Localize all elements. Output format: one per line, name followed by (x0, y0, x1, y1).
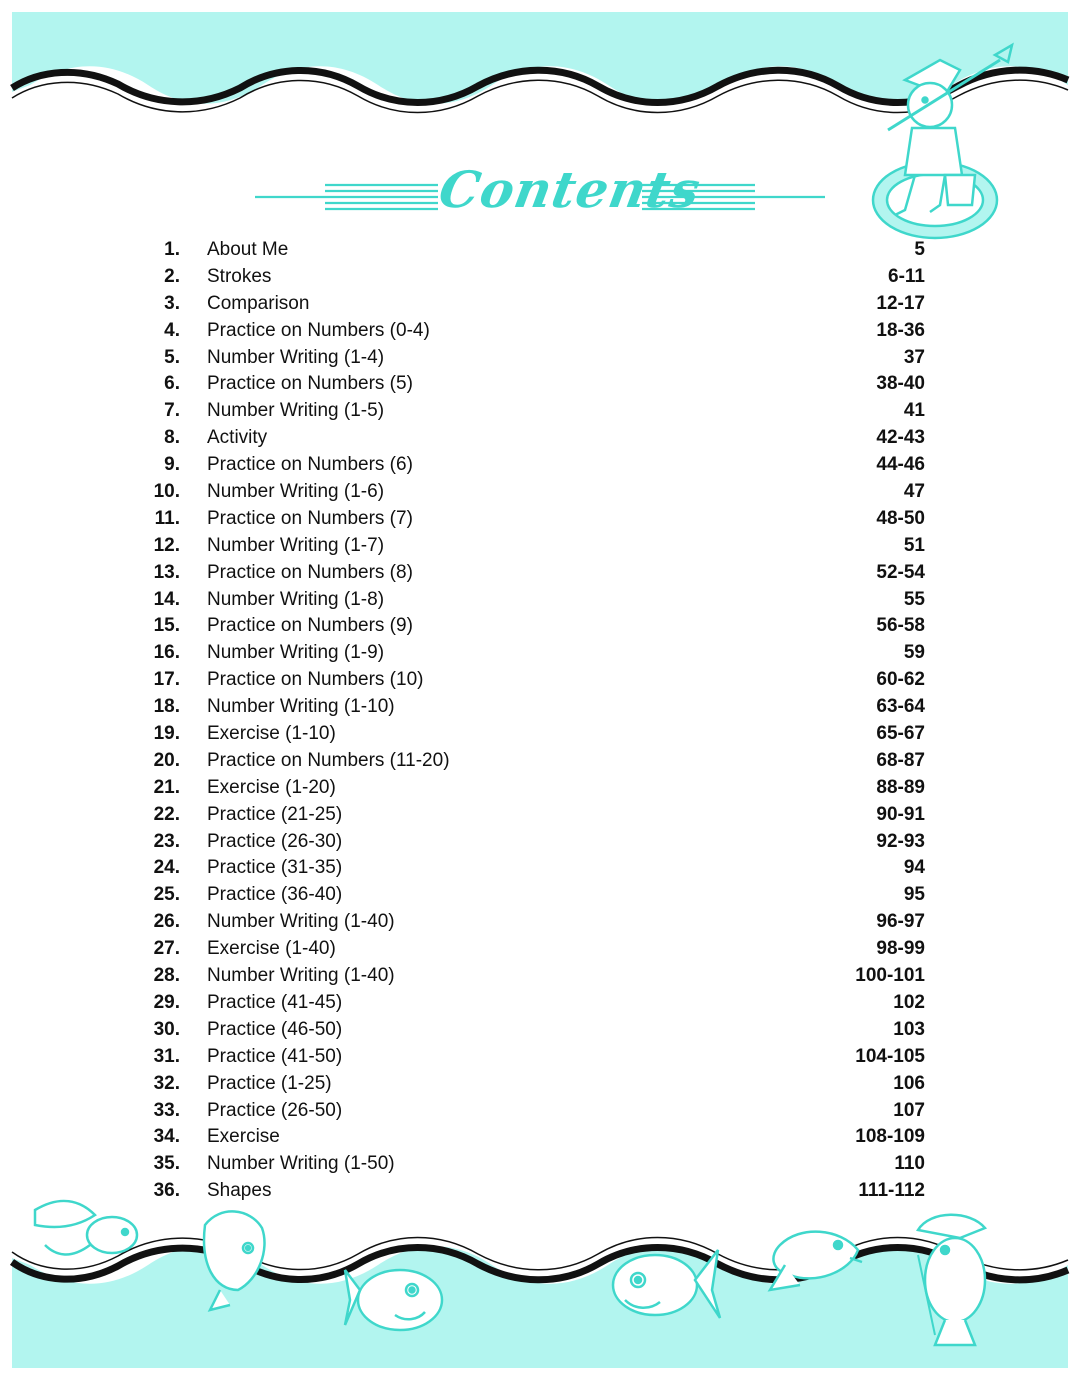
toc-number: 28. (153, 965, 180, 987)
toc-row (140, 775, 930, 802)
toc-row (140, 909, 930, 936)
toc-label: Number Writing (1-4) (207, 346, 385, 368)
toc-number: 1. (164, 239, 180, 260)
toc-number: 32. (153, 1072, 180, 1094)
toc-label: Practice on Numbers (11-20) (207, 749, 450, 771)
toc-label: Practice (41-50) (207, 1045, 343, 1067)
toc-page-number: 65-67 (876, 723, 925, 745)
toc-label: Strokes (207, 265, 272, 287)
toc-label: Practice on Numbers (8) (207, 561, 413, 583)
toc-page-number: 5 (914, 239, 925, 260)
toc-page-number: 37 (903, 346, 925, 368)
toc-page-number: 88-89 (876, 776, 925, 798)
toc-number: 30. (153, 1018, 180, 1040)
toc-label: About Me (207, 239, 289, 260)
toc-label: Practice (41-45) (207, 991, 343, 1013)
toc-row (140, 533, 930, 560)
toc-page-number: 107 (893, 1099, 925, 1121)
toc-label: Practice (26-30) (207, 830, 343, 852)
toc-number: 13. (153, 561, 180, 583)
toc-page-number: 68-87 (876, 749, 925, 771)
toc-row (140, 640, 930, 667)
toc-number: 5. (164, 346, 180, 368)
toc-label: Exercise (1-40) (207, 938, 336, 960)
toc-row (140, 1098, 930, 1125)
toc-number: 2. (164, 265, 180, 287)
toc-page-number: 59 (903, 642, 925, 664)
toc-number: 12. (153, 534, 180, 556)
toc-label: Number Writing (1-5) (207, 400, 385, 422)
toc-number: 25. (153, 884, 180, 906)
goldfish-icon (35, 1201, 137, 1255)
toc-row (140, 371, 930, 398)
toc-row (140, 855, 930, 882)
toc-number: 35. (153, 1153, 180, 1175)
toc-page-number: 44-46 (876, 454, 925, 476)
toc-label: Activity (207, 427, 268, 449)
toc-label: Exercise (207, 1126, 280, 1148)
toc-label: Exercise (1-10) (207, 723, 336, 745)
toc-label: Number Writing (1-7) (207, 534, 385, 556)
toc-label: Practice (36-40) (207, 884, 343, 906)
toc-number: 15. (153, 615, 180, 637)
toc-number: 6. (164, 373, 180, 395)
toc-label: Number Writing (1-40) (207, 965, 395, 987)
toc-row (140, 963, 930, 990)
toc-page-number: 110 (894, 1153, 925, 1175)
toc-row (140, 587, 930, 614)
table-of-contents (140, 237, 930, 1205)
toc-row (140, 667, 930, 694)
toc-number: 4. (164, 319, 180, 341)
toc-page-number: 48-50 (876, 507, 925, 529)
toc-row (140, 990, 930, 1017)
page-title: Contents (434, 160, 706, 219)
toc-row (140, 479, 930, 506)
toc-page-number: 94 (903, 857, 925, 879)
toc-label: Practice (21-25) (207, 803, 343, 825)
toc-label: Shapes (207, 1180, 272, 1202)
toc-row (140, 1044, 930, 1071)
toc-label: Practice on Numbers (5) (207, 373, 413, 395)
toc-label: Practice on Numbers (10) (207, 669, 424, 691)
toc-number: 22. (153, 803, 180, 825)
toc-number: 11. (154, 507, 180, 529)
toc-page-number: 102 (893, 991, 925, 1013)
toc-page-number: 55 (903, 588, 925, 610)
toc-row (140, 882, 930, 909)
toc-page-number: 12-17 (876, 292, 925, 314)
title-area (0, 160, 1080, 240)
toc-number: 29. (153, 991, 180, 1013)
toc-page-number: 100-101 (855, 965, 925, 987)
toc-page-number: 111-112 (858, 1180, 925, 1202)
toc-page-number: 6-11 (888, 265, 925, 287)
toc-row (140, 506, 930, 533)
toc-page-number: 98-99 (876, 938, 925, 960)
toc-page-number: 108-109 (855, 1126, 925, 1148)
toc-page-number: 90-91 (876, 803, 925, 825)
toc-label: Practice (1-25) (207, 1072, 332, 1094)
toc-label: Comparison (207, 292, 310, 314)
toc-page-number: 41 (903, 400, 925, 422)
toc-number: 3. (164, 292, 180, 314)
toc-page-number: 96-97 (876, 911, 925, 933)
toc-row (140, 613, 930, 640)
toc-page-number: 42-43 (876, 427, 925, 449)
toc-number: 23. (153, 830, 180, 852)
toc-page-number: 95 (903, 884, 925, 906)
toc-number: 9. (164, 454, 180, 476)
toc-label: Practice on Numbers (6) (207, 454, 413, 476)
toc-row (140, 1178, 930, 1205)
toc-row (140, 398, 930, 425)
toc-page-number: 47 (903, 481, 925, 503)
toc-number: 14. (153, 588, 180, 610)
toc-label: Practice (31-35) (207, 857, 343, 879)
toc-row (140, 829, 930, 856)
toc-number: 19. (153, 723, 180, 745)
toc-row (140, 425, 930, 452)
toc-page-number: 103 (893, 1018, 925, 1040)
toc-number: 8. (164, 427, 180, 449)
toc-page-number: 52-54 (876, 561, 925, 583)
toc-number: 16. (153, 642, 180, 664)
toc-page-number: 56-58 (876, 615, 925, 637)
toc-page-number: 106 (893, 1072, 925, 1094)
toc-label: Number Writing (1-9) (207, 642, 385, 664)
toc-page-number: 92-93 (876, 830, 925, 852)
toc-label: Number Writing (1-50) (207, 1153, 395, 1175)
toc-number: 24. (153, 857, 180, 879)
toc-number: 33. (153, 1099, 180, 1121)
top-band (12, 12, 1068, 104)
toc-number: 31. (153, 1045, 180, 1067)
toc-label: Practice (46-50) (207, 1018, 343, 1040)
toc-row (140, 318, 930, 345)
toc-row (140, 1017, 930, 1044)
toc-row (140, 802, 930, 829)
toc-number: 10. (153, 481, 180, 503)
toc-number: 34. (153, 1126, 180, 1148)
toc-page-number: 38-40 (876, 373, 925, 395)
toc-row (140, 936, 930, 963)
toc-row (140, 264, 930, 291)
toc-page-number: 51 (903, 534, 925, 556)
toc-number: 17. (153, 669, 180, 691)
toc-number: 36. (153, 1180, 180, 1202)
toc-label: Practice on Numbers (9) (207, 615, 413, 637)
toc-number: 18. (153, 696, 180, 718)
toc-label: Practice on Numbers (7) (207, 507, 413, 529)
toc-row (140, 721, 930, 748)
toc-row (140, 560, 930, 587)
toc-label: Exercise (1-20) (207, 776, 336, 798)
toc-row (140, 291, 930, 318)
toc-row (140, 237, 930, 264)
toc-row (140, 1151, 930, 1178)
toc-page-number: 18-36 (876, 319, 925, 341)
toc-label: Practice on Numbers (0-4) (207, 319, 430, 341)
toc-label: Number Writing (1-6) (207, 481, 385, 503)
toc-row (140, 748, 930, 775)
toc-number: 26. (153, 911, 180, 933)
toc-row (140, 1071, 930, 1098)
toc-row (140, 694, 930, 721)
toc-number: 27. (153, 938, 180, 960)
toc-number: 20. (153, 749, 180, 771)
toc-page-number: 104-105 (855, 1045, 925, 1067)
toc-label: Number Writing (1-10) (207, 696, 395, 718)
toc-label: Practice (26-50) (207, 1099, 343, 1121)
toc-label: Number Writing (1-40) (207, 911, 395, 933)
toc-row (140, 452, 930, 479)
toc-row (140, 1124, 930, 1151)
toc-page-number: 60-62 (876, 669, 925, 691)
toc-label: Number Writing (1-8) (207, 588, 385, 610)
toc-page-number: 63-64 (876, 696, 925, 718)
bottom-band (12, 1246, 1068, 1368)
toc-row (140, 345, 930, 372)
toc-number: 21. (153, 776, 180, 798)
toc-number: 7. (164, 400, 180, 422)
